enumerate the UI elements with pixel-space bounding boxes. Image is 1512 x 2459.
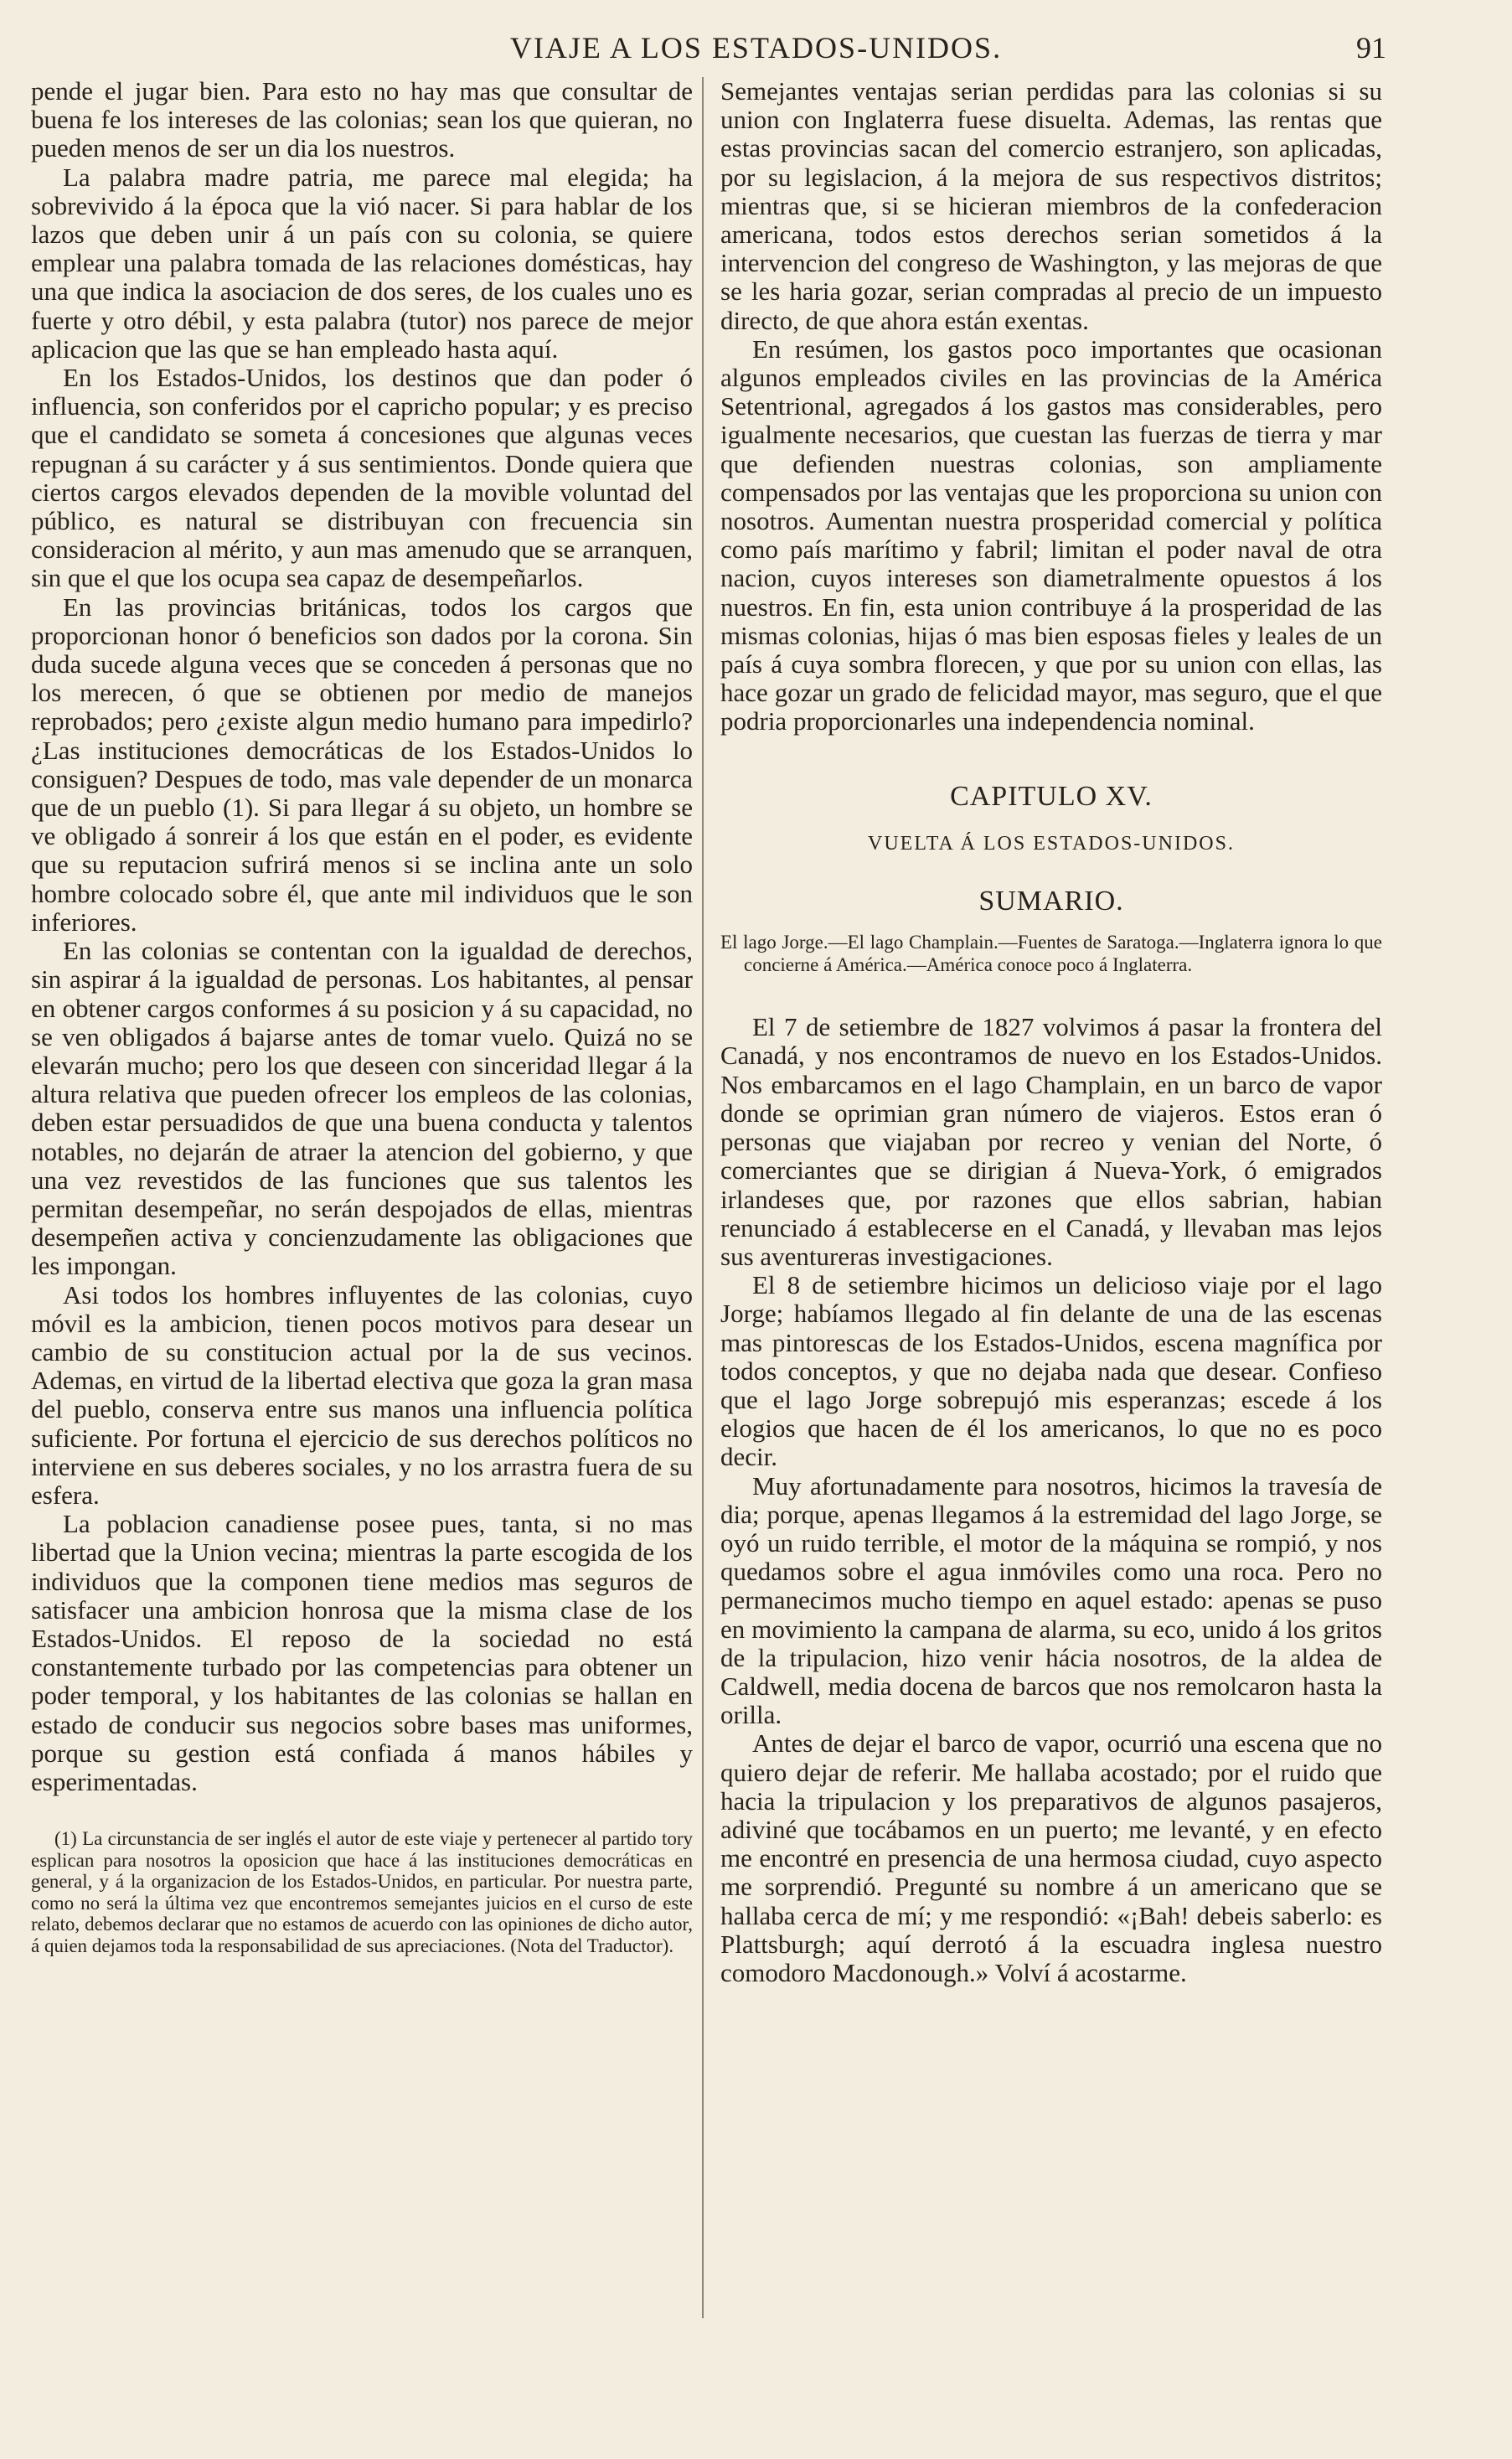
chapter-title: CAPITULO XV.	[950, 780, 1153, 812]
paragraph: El 8 de setiembre hicimos un delicioso viaje por el lago Jorge; habíamos llegado al fin delante de una de las escenas mas pintorescas de los Estados-Unidos, escena magnífica por todos conceptos, y que no dejaba nada que desear. Confieso que el lago Jorge sobrepujó mis esperanzas; escede á los elogios que hacen de él los americanos, lo que no es poco decir.	[720, 1270, 1382, 1472]
paragraph: Semejantes ventajas serian perdidas para las colonias si su union con Inglaterra fuese disuelta. Ademas, las rentas que estas provincias sacan del comercio estranjero, son aplicadas, por su legislacion, á la mejora de sus respectivos distritos; mientras que, si se hicieran miembros de la confederacion americana, todos estos derechos serian sometidos á la intervencion del congreso de Washington, y las mejoras de que se les haria gozar, serian compradas al precio de un impuesto directo, de que ahora están exentas.	[720, 76, 1382, 335]
paragraph: En las colonias se contentan con la igualdad de derechos, sin aspirar á la igualdad de personas. Los habitantes, al pensar en obtener cargos conformes á su posicion y á su capacidad, no se ven obligados á bajarse antes de tomar vuelo. Quizá no se elevarán mucho; pero los que deseen con sinceridad llegar á la altura relativa que pueden ofrecer los empleos de las colonias, deben estar persuadidos de que una buena conducta y talentos notables, no dejarán de atraer la atencion del gobierno, y que una vez revestidos de las funciones que sus talentos les permitan desempeñar, no serán despojados de ellas, mientras desempeñen activa y concienzudamente las obligaciones que les impongan.	[31, 936, 693, 1281]
paragraph: pende el jugar bien. Para esto no hay mas que consultar de buena fe los intereses de las colonias; sean los que quieran, no pueden menos de ser un dia los nuestros.	[31, 76, 693, 163]
paragraph: La palabra madre patria, me parece mal elegida; ha sobrevivido á la época que la vió nacer. Si para hablar de los lazos que deben unir á un país con su colonia, se quiere emplear una palabra tomada de las relaciones domésticas, hay una que indica la asociacion de dos seres, de los cuales uno es fuerte y otro débil, y esta palabra (tutor) nos parece de mejor aplicacion que las que se han empleado hasta aquí.	[31, 162, 693, 364]
paragraph: Muy afortunadamente para nosotros, hicimos la travesía de dia; porque, apenas llegamos á la estremidad del lago Jorge, se oyó un ruido terrible, el motor de la máquina se rompió, y nos quedamos sobre el agua inmóviles como una roca. Pero no permanecimos mucho tiempo en aquel estado: apenas se puso en movimiento la campana de alarma, su eco, unido á los gritos de la tripulacion, hizo venir hácia nosotros, de la aldea de Caldwell, media docena de barcos que nos remolcaron hasta la orilla.	[720, 1470, 1382, 1730]
summary-heading: SUMARIO.	[978, 886, 1124, 917]
running-header	[0, 30, 1512, 67]
summary-text: El lago Jorge.—El lago Champlain.—Fuentes de Saratoga.—Inglaterra ignora lo que concierne á América.—América conoce poco á Inglaterra.	[720, 932, 1382, 976]
paragraph: Asi todos los hombres influyentes de las colonias, cuyo móvil es la ambicion, tienen pocos motivos para desear un cambio de su constitucion actual por la de sus vecinos. Ademas, en virtud de la libertad electiva que goza la gran masa del pueblo, conserva entre sus manos una influencia política suficiente. Por fortuna el ejercicio de sus derechos políticos no interviene en sus deberes sociales, y no los arrastra fuera de su esfera.	[31, 1279, 693, 1510]
paragraph: Antes de dejar el barco de vapor, ocurrió una escena que no quiero dejar de referir. Me hallaba acostado; por el ruido que hacia la tripulacion y los preparativos de algunos pasajeros, adiviné que tocábamos en un puerto; me levanté, y en efecto me encontré en presencia de una hermosa ciudad, cuyo aspecto me sorprendió. Pregunté su nombre á un americano que se hallaba cerca de mí; y me respondió: «¡Bah! debeis saberlo: es Plattsburgh; aquí derrotó á la escuadra inglesa nuestro comodoro Macdonough.» Volví á acostarme.	[720, 1728, 1382, 1987]
right-column	[720, 77, 1382, 1987]
chapter-subtitle: VUELTA Á LOS ESTADOS-UNIDOS.	[868, 832, 1235, 855]
paragraph: En resúmen, los gastos poco importantes que ocasionan algunos empleados civiles en las provincias de la América Setentrional, agregados á los gastos mas considerables, pero igualmente necesarios, que cuestan las fuerzas de tierra y mar que defienden nuestras colonias, son ampliamente compensados por las ventajas que les proporciona su union con nosotros. Aumentan nuestra prosperidad comercial y política como país marítimo y fabril; limitan el poder naval de otra nacion, cuyos intereses son diametralmente opuestos á los nuestros. En fin, esta union contribuye á la prosperidad de las mismas colonias, hijas ó mas bien esposas fieles y leales de un país á cuya sombra florecen, y que por su union con ellas, las hace gozar un grado de felicidad mayor, mas seguro, que el que podria proporcionarles una independencia nominal.	[720, 333, 1382, 736]
column-divider	[702, 77, 704, 2318]
page-number: 91	[1356, 31, 1386, 65]
paragraph: La poblacion canadiense posee pues, tanta, si no mas libertad que la Union vecina; mientras la parte escogida de los individuos que la componen tiene medios mas seguros de satisfacer una ambicion honrosa que la misma clase de los Estados-Unidos. El reposo de la sociedad no está constantemente turbado por las competencias para obtener un poder temporal, y los habitantes de las colonias se hallan en estado de conducir sus negocios sobre bases mas uniformes, porque su gestion está confiada á manos hábiles y esperimentadas.	[31, 1509, 693, 1796]
footnote: (1) La circunstancia de ser inglés el autor de este viaje y pertenecer al partido tory esplican para nosotros la oposicion que hace á las instituciones democráticas en general, y á la organizacion de los Estados-Unidos, en particular. Por nuestra parte, como no será la última vez que encontremos semejantes juicios en el curso de este relato, debemos declarar que no estamos de acuerdo con las opiniones de dicho autor, á quien dejamos toda la responsabilidad de sus apreciaciones. (Nota del Traductor).	[31, 1828, 693, 1956]
paragraph: El 7 de setiembre de 1827 volvimos á pasar la frontera del Canadá, y nos encontramos de nuevo en los Estados-Unidos. Nos embarcamos en el lago Champlain, en un barco de vapor donde se oprimian gran número de viajeros. Estos eran ó personas que viajaban por recreo y venian del Norte, ó comerciantes que se dirigian á Nueva-York, ó emigrados irlandeses que, por razones que ellos sabrian, habian renunciado á establecerse en el Canadá, y llevaban mas lejos sus aventureras investigaciones.	[720, 1012, 1382, 1271]
paragraph: En los Estados-Unidos, los destinos que dan poder ó influencia, son conferidos por el capricho popular; y es preciso que el candidato se someta á concesiones que algunas veces repugnan á su carácter y á sus sentimientos. Donde quiera que ciertos cargos elevados dependen de la movible voluntad del público, es natural se distribuyan con frecuencia sin consideracion al mérito, y aun mas amenudo que se arranquen, sin que el que los ocupa sea capaz de desempeñarlos.	[31, 363, 693, 593]
left-column	[31, 77, 693, 1956]
paragraph: En las provincias británicas, todos los cargos que proporcionan honor ó beneficios son dados por la corona. Sin duda sucede alguna veces que se conceden á personas que no los merecen, ó que se obtienen por medio de manejos reprobados; pero ¿existe algun medio humano para impedirlo? ¿Las instituciones democráticas de los Estados-Unidos lo consiguen? Despues de todo, mas vale depender de un monarca que de un pueblo (1). Si para llegar á su objeto, un hombre se ve obligado á sonreir á los que están en el poder, es evidente que su reputacion sufrirá menos si se inclina ante un solo hombre colocado sobre él, que ante mil individuos que le son inferiores.	[31, 592, 693, 937]
running-title: VIAJE A LOS ESTADOS-UNIDOS.	[509, 31, 1003, 65]
